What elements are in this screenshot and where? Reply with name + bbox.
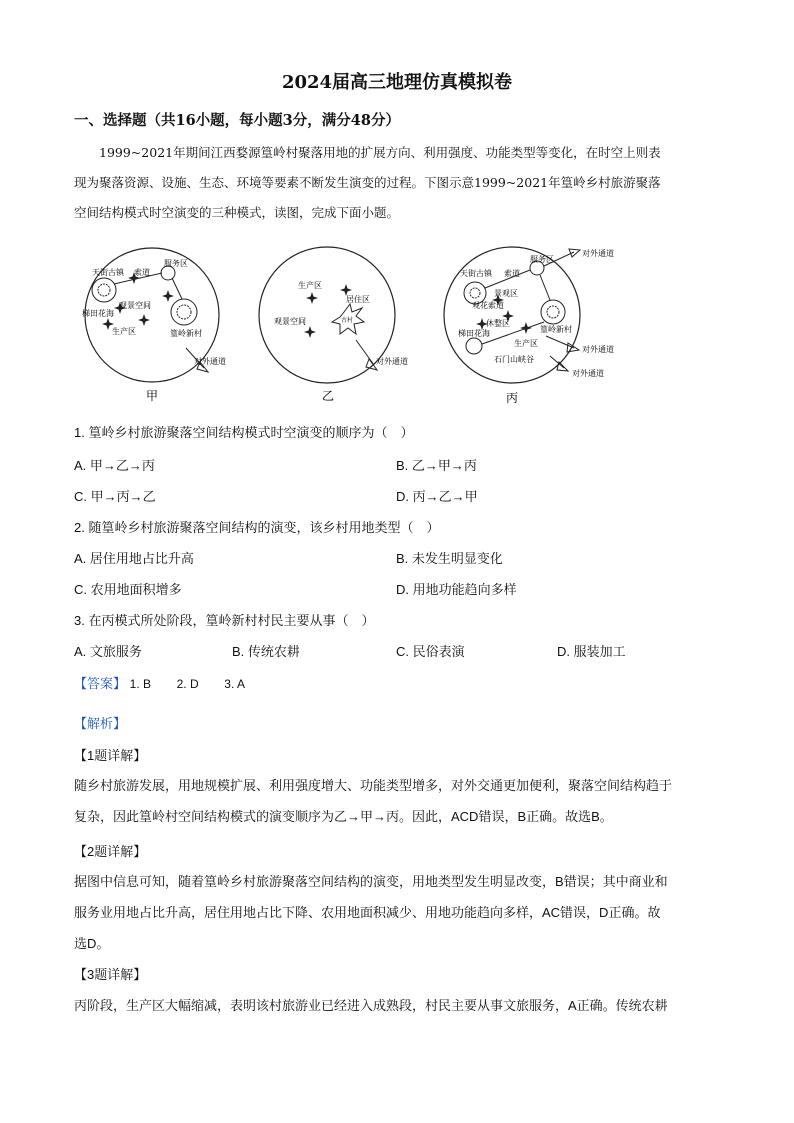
label-cableway: 索道 (134, 268, 150, 277)
label-new-village: 篁岭新村 (170, 329, 202, 338)
label-viewing-space: 观景空间 (119, 301, 151, 310)
settlement-structure-figure (74, 240, 634, 410)
label-landscape-area: 景观区 (494, 289, 518, 298)
intro-line: 现为聚落资源、设施、生态、环境等要素不断发生演变的过程。下图示意1999~2021年篁岭乡村旅游聚落 (74, 175, 661, 190)
analysis-tag: 【解析】 (74, 716, 127, 731)
answer-line (74, 673, 245, 692)
diagram-yi (259, 247, 408, 403)
label-viewing-space: 观景空间 (274, 317, 306, 326)
intro-paragraph (74, 138, 724, 228)
page-title: 2024届高三地理仿真模拟卷 (281, 72, 513, 93)
q3-option-d[interactable]: D. 服装加工 (557, 644, 626, 659)
question-3-stem: 3. 在丙模式所处阶段，篁岭新村村民主要从事（ ） (74, 613, 375, 628)
question-2-stem: 2. 随篁岭乡村旅游聚落空间结构的演变，该乡村用地类型（ ） (74, 520, 440, 535)
label-terrace-flowers: 梯田花海 (458, 329, 490, 338)
label-cableway: 索道 (504, 269, 520, 278)
label-external-passage: 对外通道 (376, 357, 408, 366)
detail-1-tag: 【1题详解】 (74, 748, 147, 763)
q1-option-c[interactable]: C. 甲→丙→乙 (74, 489, 156, 504)
answer-item: 3. A (224, 677, 245, 691)
label-production-area: 生产区 (298, 281, 322, 290)
label-external-passage: 对外通道 (582, 249, 614, 258)
detail-3-text (74, 990, 724, 1021)
detail-2-text (74, 866, 724, 959)
label-external-passage: 对外通道 (582, 345, 614, 354)
q2-option-b[interactable]: B. 未发生明显变化 (396, 551, 503, 566)
new-village-node (541, 300, 565, 324)
detail-1-line: 随乡村旅游发展，用地规模扩展、利用强度增大、功能类型增多，对外交通更加便利，聚落空间结构趋于 (74, 778, 673, 793)
label-residential-area: 居住区 (346, 295, 370, 304)
detail-2-line: 服务业用地占比升高，居住用地占比下降、农用地面积减少、用地功能趋向多样，AC错误，D正确。故 (74, 905, 661, 920)
caption-jia: 甲 (146, 389, 159, 403)
q1-option-b[interactable]: B. 乙→甲→丙 (396, 458, 477, 473)
question-1-stem: 1. 篁岭乡村旅游聚落空间结构模式时空演变的顺序为（ ） (74, 425, 414, 440)
q2-option-c[interactable]: C. 农用地面积增多 (74, 582, 182, 597)
q1-option-a[interactable]: A. 甲→乙→丙 (74, 458, 155, 473)
label-flower-cableway: 观花索道 (472, 301, 504, 310)
caption-yi: 乙 (322, 389, 335, 403)
caption-bing: 丙 (506, 391, 519, 405)
answer-item: 1. B (129, 677, 151, 691)
detail-3-tag: 【3题详解】 (74, 967, 147, 982)
q1-option-d[interactable]: D. 丙→乙→甲 (396, 489, 478, 504)
label-external-passage: 对外通道 (572, 369, 604, 378)
detail-1-line: 复杂，因此篁岭村空间结构模式的演变顺序为乙→甲→丙。因此，ACD错误，B正确。故选B。 (74, 809, 613, 824)
terrace-node (466, 338, 482, 354)
label-new-village: 篁岭新村 (540, 325, 572, 334)
detail-2-line: 选D。 (74, 936, 110, 951)
label-terrace-flowers: 梯田花海 (82, 309, 114, 318)
label-ancient-town: 天街古镇 (460, 269, 492, 278)
diagram-bing (444, 247, 614, 405)
label-ancient-town: 天街古镇 (92, 268, 124, 277)
answer-item: 2. D (176, 677, 199, 691)
label-external-passage: 对外通道 (194, 357, 226, 366)
intro-line: 1999~2021年期间江西婺源篁岭村聚落用地的扩展方向、利用强度、功能类型等变化，在时空上则表 (99, 145, 661, 160)
label-rest-area: 休整区 (486, 319, 510, 328)
diagram-jia (82, 248, 226, 403)
label-service-area: 服务区 (164, 259, 188, 268)
detail-2-line: 据图中信息可知，随着篁岭乡村旅游聚落空间结构的演变，用地类型发生明显改变，B错误；其中商业和 (74, 874, 668, 889)
service-node (161, 266, 175, 280)
label-service-area: 服务区 (530, 255, 554, 264)
q2-option-a[interactable]: A. 居住用地占比升高 (74, 551, 194, 566)
region-circle (259, 247, 395, 383)
new-village-node (171, 299, 197, 325)
q2-option-d[interactable]: D. 用地功能趋向多样 (396, 582, 517, 597)
label-production-area: 生产区 (112, 327, 136, 336)
answer-tag: 【答案】 (74, 676, 127, 691)
q3-option-b[interactable]: B. 传统农耕 (232, 644, 300, 659)
detail-1-text (74, 770, 724, 832)
q3-option-a[interactable]: A. 文旅服务 (74, 644, 142, 659)
label-old-village: 古村 (341, 317, 354, 324)
section-heading: 一、选择题（共16小题，每小题3分，满分48分） (74, 112, 400, 129)
q3-option-c[interactable]: C. 民俗表演 (396, 644, 465, 659)
label-production-area: 生产区 (514, 339, 538, 348)
intro-line: 空间结构模式时空演变的三种模式，读图，完成下面小题。 (74, 205, 400, 220)
label-shimen-gorge: 石门山峡谷 (494, 355, 534, 364)
detail-3-line: 丙阶段，生产区大幅缩减，表明该村旅游业已经进入成熟段，村民主要从事文旅服务，A正确。传统农耕 (74, 998, 668, 1013)
ancient-town-node (92, 278, 116, 302)
detail-2-tag: 【2题详解】 (74, 844, 147, 859)
